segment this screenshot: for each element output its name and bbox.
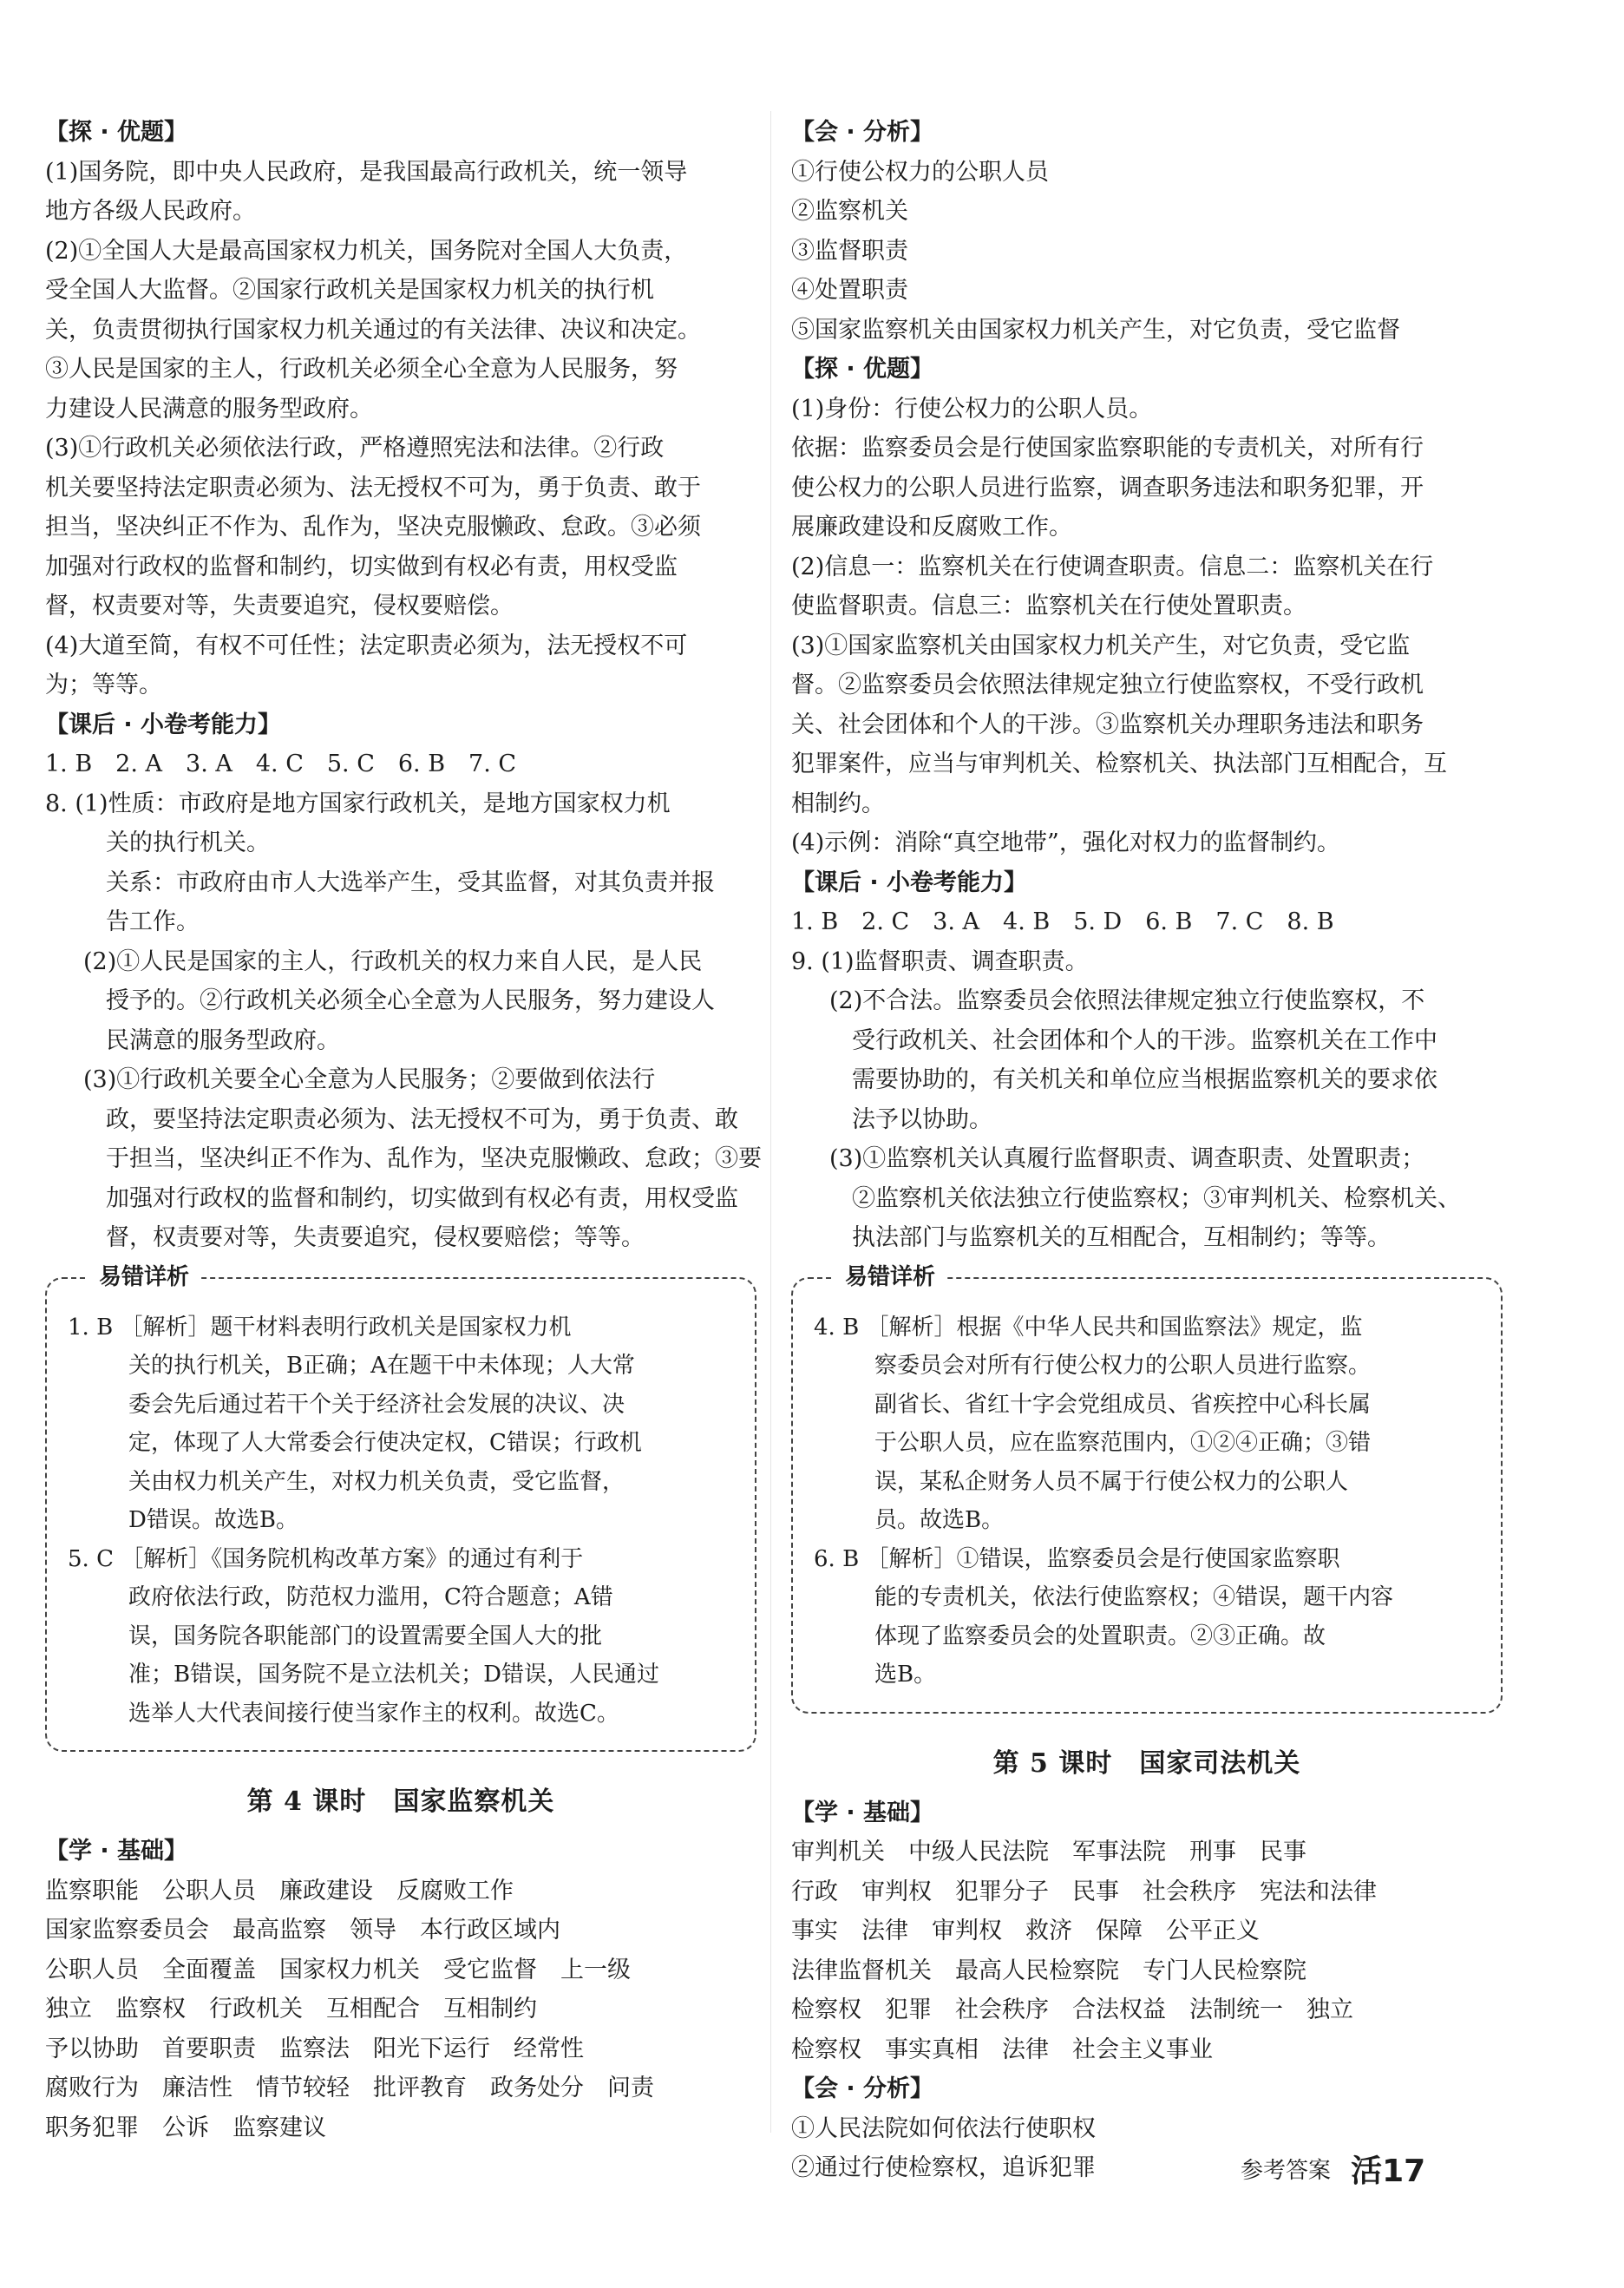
- text-line: 员。故选B。: [874, 1507, 1005, 1533]
- text-line: (2)①人民是国家的主人，行政机关的权力来自人民，是人民: [83, 947, 703, 975]
- q9-answer-block: [791, 942, 1503, 1258]
- text-line: ①行使公权力的公职人员: [791, 158, 1049, 186]
- tan-answer-block: [791, 390, 1503, 863]
- text-line: 授予的。②行政机关必须全心全意为人民服务，努力建设人: [106, 987, 715, 1014]
- text-line: 需要协助的，有关机关和单位应当根据监察机关的要求依: [852, 1066, 1437, 1093]
- text-line: ③人民是国家的主人，行政机关必须全心全意为人民服务，努: [45, 356, 678, 383]
- xue-terms-block: [791, 1832, 1503, 2069]
- lesson-title: 第 4 课时 国家监察机关: [246, 1786, 555, 1817]
- text-line: (2)信息一：监察机关在行使调查职责。信息二：监察机关在行: [791, 553, 1434, 580]
- section-heading-kehou: 【课后 · 小卷考能力】: [45, 711, 282, 738]
- section-heading-hui: 【会 · 分析】: [791, 2075, 934, 2102]
- text-line: 准；B错误，国务院不是立法机关；D错误，人民通过: [128, 1662, 659, 1688]
- text-line: 4. B ［解析］根据《中华人民共和国监察法》规定，监: [814, 1314, 1363, 1341]
- text-line: 误，国务院各职能部门的设置需要全国人大的批: [128, 1623, 603, 1649]
- text-line: (4)大道至简，有权不可任性；法定职责必须为，法无授权不可: [45, 632, 688, 659]
- text-line: 委会先后通过若干个关于经济社会发展的决议、决: [128, 1391, 625, 1418]
- error-analysis-box: [791, 1263, 1503, 1714]
- text-line: 选举人大代表间接行使当家作主的权利。故选C。: [128, 1700, 619, 1727]
- text-line: (1)国务院，即中央人民政府，是我国最高行政机关，统一领导: [45, 158, 688, 186]
- text-line: 副省长、省红十字会党组成员、省疾控中心科长属: [874, 1391, 1372, 1418]
- section-heading-tan: 【探 · 优题】: [45, 119, 188, 146]
- text-line: ⑤国家监察机关由国家权力机关产生，对它负责，受它监督: [791, 316, 1400, 344]
- text-line: 民满意的服务型政府。: [106, 1026, 340, 1054]
- text-line: 政，要坚持法定职责必须为、法无授权不可为，勇于负责、敢: [106, 1105, 738, 1133]
- text-line: 机关要坚持法定职责必须为、法无授权不可为，勇于负责、敢于: [45, 474, 701, 502]
- text-line: 检察权 犯罪 社会秩序 合法权益 法制统一 独立: [791, 1996, 1353, 2023]
- text-line: 行政 审判权 犯罪分子 民事 社会秩序 宪法和法律: [791, 1878, 1377, 1905]
- error-analysis-title: 易错详析: [833, 1260, 947, 1295]
- text-line: 犯罪案件，应当与审判机关、检察机关、执法部门互相配合，互: [791, 751, 1447, 777]
- text-line: 加强对行政权的监督和制约，切实做到有权必有责，用权受监: [106, 1184, 738, 1212]
- text-line: 审判机关 中级人民法院 军事法院 刑事 民事: [791, 1839, 1306, 1865]
- text-line: ②通过行使检察权，追诉犯罪: [791, 2154, 1096, 2181]
- text-line: 于担当，坚决纠正不作为、乱作为，坚决克服懒政、怠政；③要: [106, 1145, 762, 1172]
- text-line: (3)①行政机关要全心全意为人民服务；②要做到依法行: [83, 1066, 656, 1093]
- text-line: ①人民法院如何依法行使职权: [791, 2114, 1096, 2142]
- text-line: (3)①行政机关必须依法行政，严格遵照宪法和法律。②行政: [45, 435, 665, 462]
- text-line: 检察权 事实真相 法律 社会主义事业: [791, 2036, 1213, 2063]
- column-divider: [770, 111, 771, 2133]
- text-line: 地方各级人民政府。: [45, 198, 256, 225]
- text-line: 公职人员 全面覆盖 国家权力机关 受它监督 上一级: [45, 1956, 631, 1983]
- text-line: (3)①监察机关认真履行监督职责、调查职责、处置职责；: [829, 1145, 1425, 1172]
- text-line: 关系：市政府由市人大选举产生，受其监督，对其负责并报: [106, 869, 715, 896]
- tan-answer-block: [45, 153, 756, 705]
- q8-answer-block: [45, 784, 762, 1258]
- text-line: 关的执行机关。: [106, 829, 270, 856]
- text-line: 1. B ［解析］题干材料表明行政机关是国家权力机: [68, 1314, 572, 1341]
- text-line: 受全国人大监督。②国家行政机关是国家权力机关的执行机: [45, 277, 654, 304]
- text-line: 定，体现了人大常委会行使决定权，C错误；行政机: [128, 1430, 642, 1456]
- text-line: (2)①全国人大是最高国家权力机关，国务院对全国人大负责，: [45, 237, 688, 265]
- section-heading-kehou: 【课后 · 小卷考能力】: [791, 869, 1028, 896]
- page-footer: [1241, 2147, 1425, 2191]
- text-line: 展廉政建设和反腐败工作。: [791, 514, 1072, 541]
- text-line: 受行政机关、社会团体和个人的干涉。监察机关在工作中: [852, 1026, 1437, 1054]
- text-line: 选B。: [874, 1662, 937, 1688]
- text-line: 事实 法律 审判权 救济 保障 公平正义: [791, 1918, 1260, 1944]
- error-analysis-title: 易错详析: [87, 1260, 201, 1295]
- text-line: 政府依法行政，防范权力滥用，C符合题意；A错: [128, 1584, 613, 1610]
- text-line: (4)示例：消除“真空地带”，强化对权力的监督制约。: [791, 829, 1340, 856]
- text-line: 体现了监察委员会的处置职责。②③正确。故: [874, 1623, 1326, 1649]
- error-analysis-text: [68, 1308, 737, 1734]
- hui-answer-block: [791, 153, 1503, 351]
- section-heading-xue: 【学 · 基础】: [791, 1799, 934, 1826]
- text-line: 督，权责要对等，失责要追究，侵权要赔偿。: [45, 593, 514, 620]
- text-line: 予以协助 首要职责 监察法 阳光下运行 经常性: [45, 2035, 584, 2062]
- page-number: 活17: [1351, 2154, 1426, 2189]
- text-line: (3)①国家监察机关由国家权力机关产生，对它负责，受它监: [791, 632, 1411, 659]
- text-line: 关由权力机关产生，对权力机关负责，受它监督，: [128, 1468, 625, 1495]
- text-line: 国家监察委员会 最高监察 领导 本行政区域内: [45, 1917, 560, 1944]
- text-line: 督。②监察委员会依照法律规定独立行使监察权，不受行政机: [791, 672, 1424, 698]
- text-line: (2)不合法。监察委员会依照法律规定独立行使监察权，不: [829, 987, 1425, 1014]
- error-analysis-box: [45, 1263, 756, 1753]
- text-line: 误，某私企财务人员不属于行使公权力的公职人: [874, 1468, 1349, 1495]
- text-line: 督，权责要对等，失责要追究，侵权要赔偿；等等。: [106, 1224, 645, 1251]
- text-line: 5. C ［解析］《国务院机构改革方案》的通过有利于: [68, 1545, 584, 1572]
- text-line: 8. (1)性质：市政府是地方国家行政机关，是地方国家权力机: [45, 790, 671, 817]
- text-line: ②监察机关依法独立行使监察权；③审判机关、检察机关、: [852, 1184, 1461, 1212]
- text-line: 力建设人民满意的服务型政府。: [45, 395, 373, 423]
- text-line: 监察职能 公职人员 廉政建设 反腐败工作: [45, 1877, 514, 1904]
- right-column: [791, 113, 1503, 2188]
- text-line: 独立 监察权 行政机关 互相配合 互相制约: [45, 1996, 537, 2022]
- text-line: 6. B ［解析］①错误，监察委员会是行使国家监察职: [814, 1545, 1340, 1572]
- text-line: ②监察机关: [791, 198, 908, 225]
- text-line: 职务犯罪 公诉 监察建议: [45, 2114, 326, 2141]
- text-line: 使监督职责。信息三：监察机关在行使处置职责。: [791, 593, 1306, 620]
- text-line: 9. (1)监督职责、调查职责。: [791, 947, 1089, 975]
- mc-answer-row: 1. B 2. A 3. A 4. C 5. C 6. B 7. C: [45, 751, 517, 777]
- text-line: 能的专责机关，依法行使监察权；④错误，题干内容: [874, 1584, 1394, 1610]
- text-line: 告工作。: [106, 908, 200, 935]
- text-line: 加强对行政权的监督和制约，切实做到有权必有责，用权受监: [45, 553, 678, 580]
- text-line: 执法部门与监察机关的互相配合，互相制约；等等。: [852, 1224, 1391, 1251]
- text-line: 察委员会对所有行使公权力的公职人员进行监察。: [874, 1353, 1372, 1379]
- text-line: 腐败行为 廉洁性 情节较轻 批评教育 政务处分 问责: [45, 2075, 654, 2101]
- text-line: 于公职人员，应在监察范围内，①②④正确；③错: [874, 1430, 1372, 1456]
- text-line: 为；等等。: [45, 672, 162, 698]
- xue-terms-block: [45, 1872, 756, 2148]
- text-line: (1)身份：行使公权力的公职人员。: [791, 395, 1153, 423]
- footer-label: 参考答案: [1241, 2158, 1332, 2184]
- section-heading-xue: 【学 · 基础】: [45, 1838, 188, 1865]
- mc-answer-row: 1. B 2. C 3. A 4. B 5. D 6. B 7. C 8. B: [791, 908, 1334, 935]
- text-line: 相制约。: [791, 790, 885, 817]
- text-line: 依据：监察委员会是行使国家监察职能的专责机关，对所有行: [791, 435, 1424, 462]
- text-line: 关的执行机关，B正确；A在题干中未体现；人大常: [128, 1353, 635, 1379]
- text-line: D错误。故选B。: [128, 1507, 298, 1533]
- lesson-title: 第 5 课时 国家司法机关: [992, 1747, 1301, 1779]
- left-column: [45, 113, 762, 2147]
- text-line: 关，负责贯彻执行国家权力机关通过的有关法律、决议和决定。: [45, 316, 701, 344]
- text-line: ③监督职责: [791, 237, 908, 265]
- text-line: 使公权力的公职人员进行监察，调查职务违法和职务犯罪，开: [791, 474, 1424, 502]
- text-line: 关、社会团体和个人的干涉。③监察机关办理职务违法和职务: [791, 711, 1424, 738]
- error-analysis-text: [814, 1308, 1483, 1695]
- text-line: 法予以协助。: [852, 1105, 992, 1133]
- section-heading-tan: 【探 · 优题】: [791, 356, 934, 383]
- text-line: ④处置职责: [791, 277, 908, 304]
- text-line: 法律监督机关 最高人民检察院 专门人民检察院: [791, 1957, 1306, 1984]
- text-line: 担当，坚决纠正不作为、乱作为，坚决克服懒政、怠政。③必须: [45, 514, 701, 541]
- section-heading-hui: 【会 · 分析】: [791, 119, 934, 146]
